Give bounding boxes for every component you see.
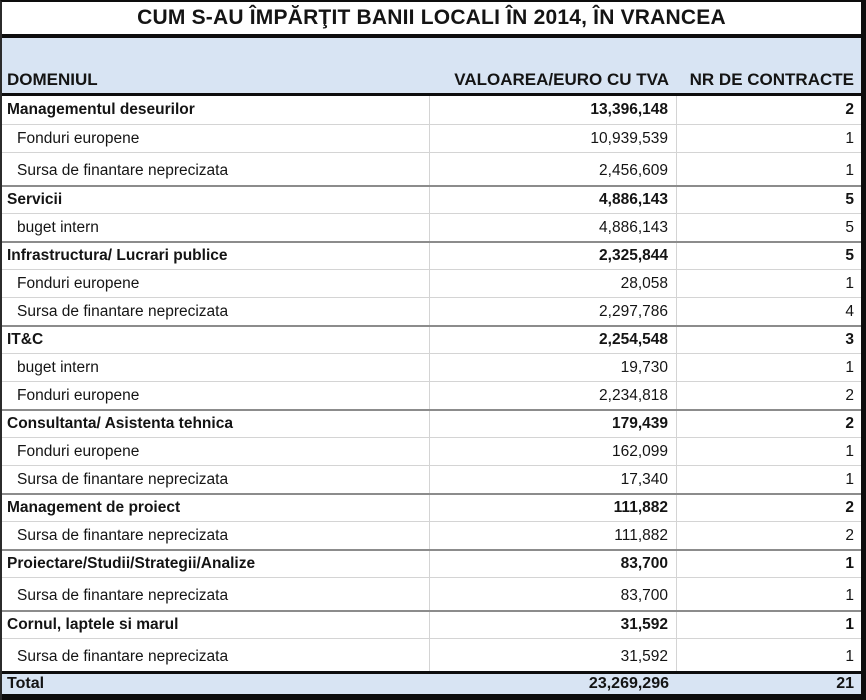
- cell-value: 13,396,148: [430, 96, 677, 124]
- table-row: [2, 269, 861, 297]
- cell-contracts: 1: [845, 470, 854, 488]
- cell-contracts: 5: [845, 247, 854, 264]
- table-row: [2, 241, 861, 269]
- cell-value: 2,234,818: [430, 382, 677, 409]
- table-row: [2, 124, 861, 152]
- cell-contracts: 2: [845, 415, 854, 432]
- cell-contracts: 1: [845, 442, 854, 460]
- column-header-nr-contracte: NR DE CONTRACTE: [689, 70, 854, 89]
- cell-value: 162,099: [430, 438, 677, 465]
- cell-domain: Sursa de finantare neprecizata: [2, 153, 430, 185]
- cell-domain: Fonduri europene: [2, 270, 430, 297]
- cell-value: 111,882: [430, 495, 677, 521]
- cell-domain: buget intern: [2, 354, 430, 381]
- table-row: [2, 213, 861, 241]
- cell-value: 2,325,844: [430, 243, 677, 269]
- cell-contracts: 4: [845, 302, 854, 320]
- cell-domain: Sursa de finantare neprecizata: [2, 466, 430, 493]
- table-row: [2, 353, 861, 381]
- cell-domain: Fonduri europene: [2, 382, 430, 409]
- table-row: [2, 465, 861, 493]
- cell-domain: Consultanta/ Asistenta tehnica: [2, 411, 430, 437]
- cell-value: 31,592: [430, 639, 677, 671]
- cell-contracts: 5: [845, 218, 854, 236]
- cell-value: 17,340: [430, 466, 677, 493]
- cell-value: 111,882: [430, 522, 677, 549]
- total-row: [2, 671, 861, 694]
- cell-value: 31,592: [430, 612, 677, 638]
- total-contracts: 21: [836, 675, 854, 692]
- cell-contracts: 1: [845, 648, 854, 665]
- cell-contracts: 2: [845, 526, 854, 544]
- cell-value: 28,058: [430, 270, 677, 297]
- cell-domain: Servicii: [2, 187, 430, 213]
- cell-domain: Sursa de finantare neprecizata: [2, 639, 430, 671]
- cell-value: 4,886,143: [430, 187, 677, 213]
- table-row: [2, 325, 861, 353]
- table-row: [2, 96, 861, 124]
- table-row: [2, 521, 861, 549]
- column-header-valoarea: VALOAREA/EURO CU TVA: [454, 70, 669, 89]
- cell-value: 10,939,539: [430, 125, 677, 152]
- cell-value: 19,730: [430, 354, 677, 381]
- total-label: Total: [7, 675, 45, 692]
- table-row: [2, 185, 861, 213]
- cell-domain: Fonduri europene: [2, 438, 430, 465]
- table-row: [2, 493, 861, 521]
- total-value: 23,269,296: [588, 675, 669, 692]
- table-row: [2, 610, 861, 638]
- table-row: [2, 381, 861, 409]
- table-body: [2, 96, 861, 671]
- cell-value: 83,700: [430, 578, 677, 610]
- cell-contracts: 1: [845, 358, 854, 376]
- table-header: [2, 38, 861, 96]
- cell-contracts: 5: [845, 191, 854, 208]
- cell-domain: IT&C: [2, 327, 430, 353]
- cell-domain: Fonduri europene: [2, 125, 430, 152]
- cell-contracts: 1: [845, 129, 854, 147]
- cell-domain: Managementul deseurilor: [2, 96, 430, 124]
- cell-contracts: 2: [845, 101, 854, 118]
- cell-value: 2,297,786: [430, 298, 677, 325]
- cell-value: 83,700: [430, 551, 677, 577]
- cell-contracts: 3: [845, 331, 854, 348]
- table-row: [2, 437, 861, 465]
- cell-value: 4,886,143: [430, 214, 677, 241]
- cell-domain: buget intern: [2, 214, 430, 241]
- column-header-domeniul: DOMENIUL: [7, 70, 98, 89]
- table-row: [2, 409, 861, 437]
- cell-domain: Sursa de finantare neprecizata: [2, 522, 430, 549]
- table-row: [2, 638, 861, 671]
- cell-domain: Proiectare/Studii/Strategii/Analize: [2, 551, 430, 577]
- cell-contracts: 1: [845, 162, 854, 179]
- table-row: [2, 549, 861, 577]
- table-row: [2, 577, 861, 610]
- cell-domain: Sursa de finantare neprecizata: [2, 578, 430, 610]
- bottom-border-bar: [2, 694, 861, 700]
- cell-contracts: 2: [845, 386, 854, 404]
- table-row: [2, 297, 861, 325]
- cell-contracts: 1: [845, 616, 854, 633]
- cell-contracts: 1: [845, 555, 854, 572]
- cell-value: 179,439: [430, 411, 677, 437]
- cell-contracts: 1: [845, 274, 854, 292]
- table-row: [2, 152, 861, 185]
- table-title: CUM S-AU ÎMPĂRŢIT BANII LOCALI ÎN 2014, ÎN VRANCEA: [2, 2, 861, 38]
- cell-value: 2,456,609: [430, 153, 677, 185]
- cell-domain: Cornul, laptele si marul: [2, 612, 430, 638]
- cell-contracts: 2: [845, 499, 854, 516]
- cell-contracts: 1: [845, 587, 854, 604]
- cell-domain: Management de proiect: [2, 495, 430, 521]
- cell-domain: Sursa de finantare neprecizata: [2, 298, 430, 325]
- cell-value: 2,254,548: [430, 327, 677, 353]
- cell-domain: Infrastructura/ Lucrari publice: [2, 243, 430, 269]
